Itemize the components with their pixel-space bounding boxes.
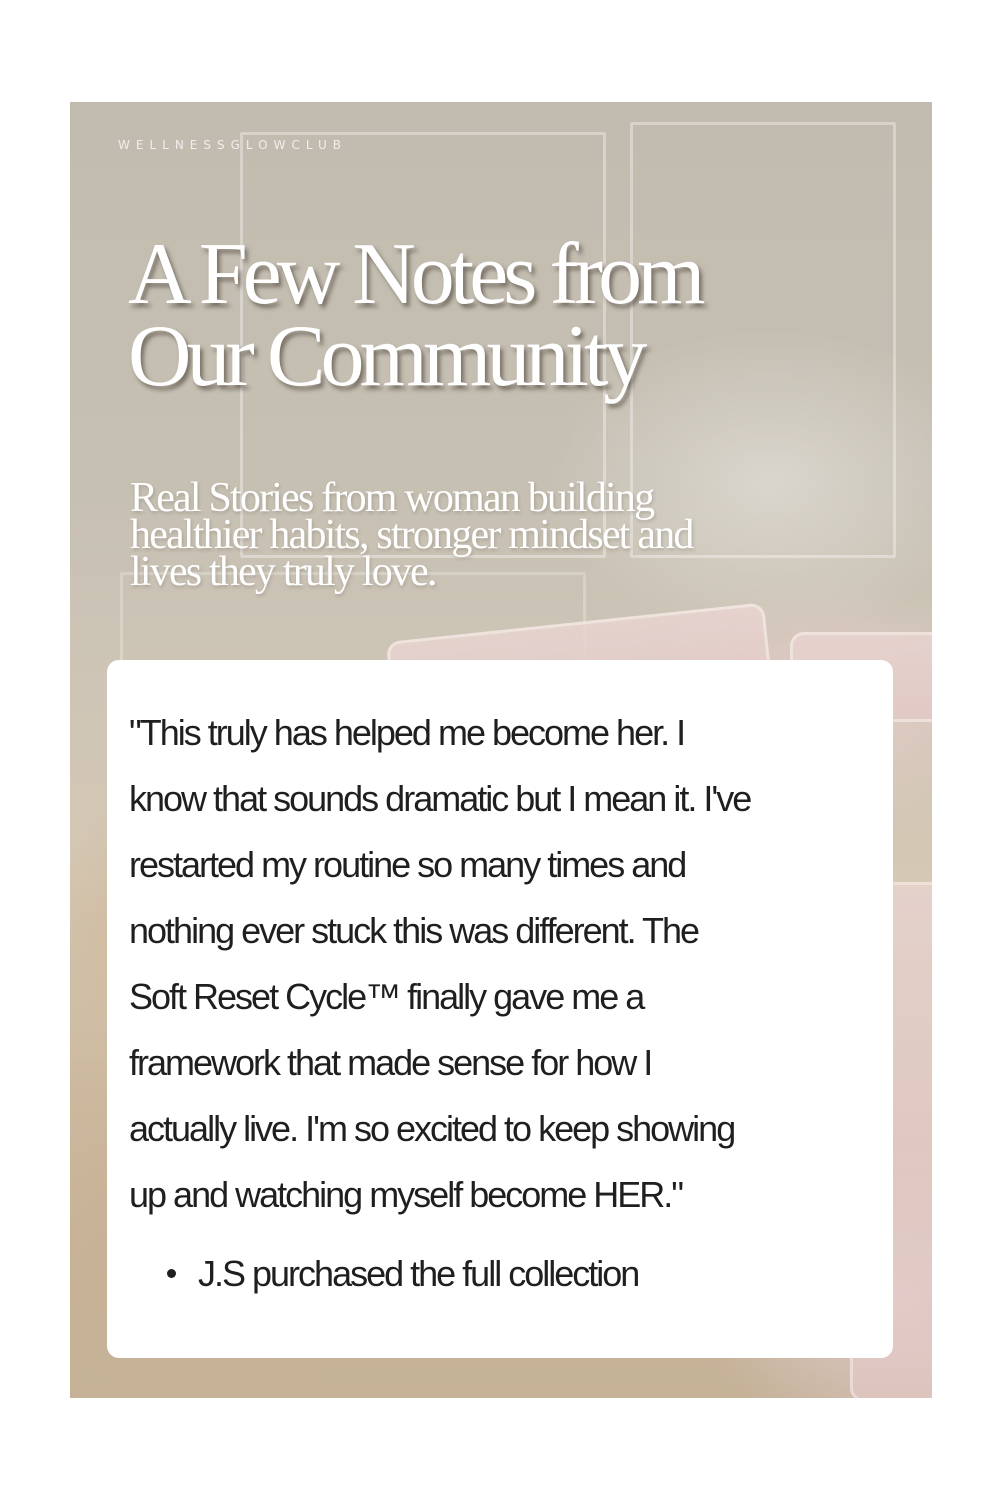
quote-line: framework that made sense for how I <box>129 1042 652 1083</box>
testimonial-quote <box>129 700 879 1228</box>
brand-wordmark: WELLNESSGLOWCLUB <box>118 138 347 152</box>
attribution-text: J.S purchased the full collection <box>198 1253 639 1294</box>
page-subtitle-line: lives they truly love. <box>130 549 436 595</box>
page-title-line: A Few Notes from <box>128 226 701 323</box>
page-subtitle-line: Real Stories from woman building <box>130 475 654 521</box>
page-title <box>128 226 888 405</box>
quote-line: up and watching myself become HER." <box>129 1174 683 1215</box>
quote-line: know that sounds dramatic but I mean it. I've <box>129 778 751 819</box>
testimonial-card <box>107 660 893 1358</box>
hero-panel <box>70 102 932 1398</box>
page-subtitle <box>130 475 900 595</box>
quote-line: Soft Reset Cycle™ finally gave me a <box>129 976 644 1017</box>
quote-line: "This truly has helped me become her. I <box>129 712 685 753</box>
testimonial-attribution <box>167 1246 638 1302</box>
quote-line: restarted my routine so many times and <box>129 844 686 885</box>
page-subtitle-line: healthier habits, stronger mindset and <box>130 512 693 558</box>
quote-line: nothing ever stuck this was different. The <box>129 910 699 951</box>
quote-line: actually live. I'm so excited to keep showing <box>129 1108 735 1149</box>
testimonial-attribution-list <box>167 1246 638 1302</box>
bullet-icon <box>167 1269 176 1278</box>
page-title-line: Our Community <box>128 308 643 405</box>
